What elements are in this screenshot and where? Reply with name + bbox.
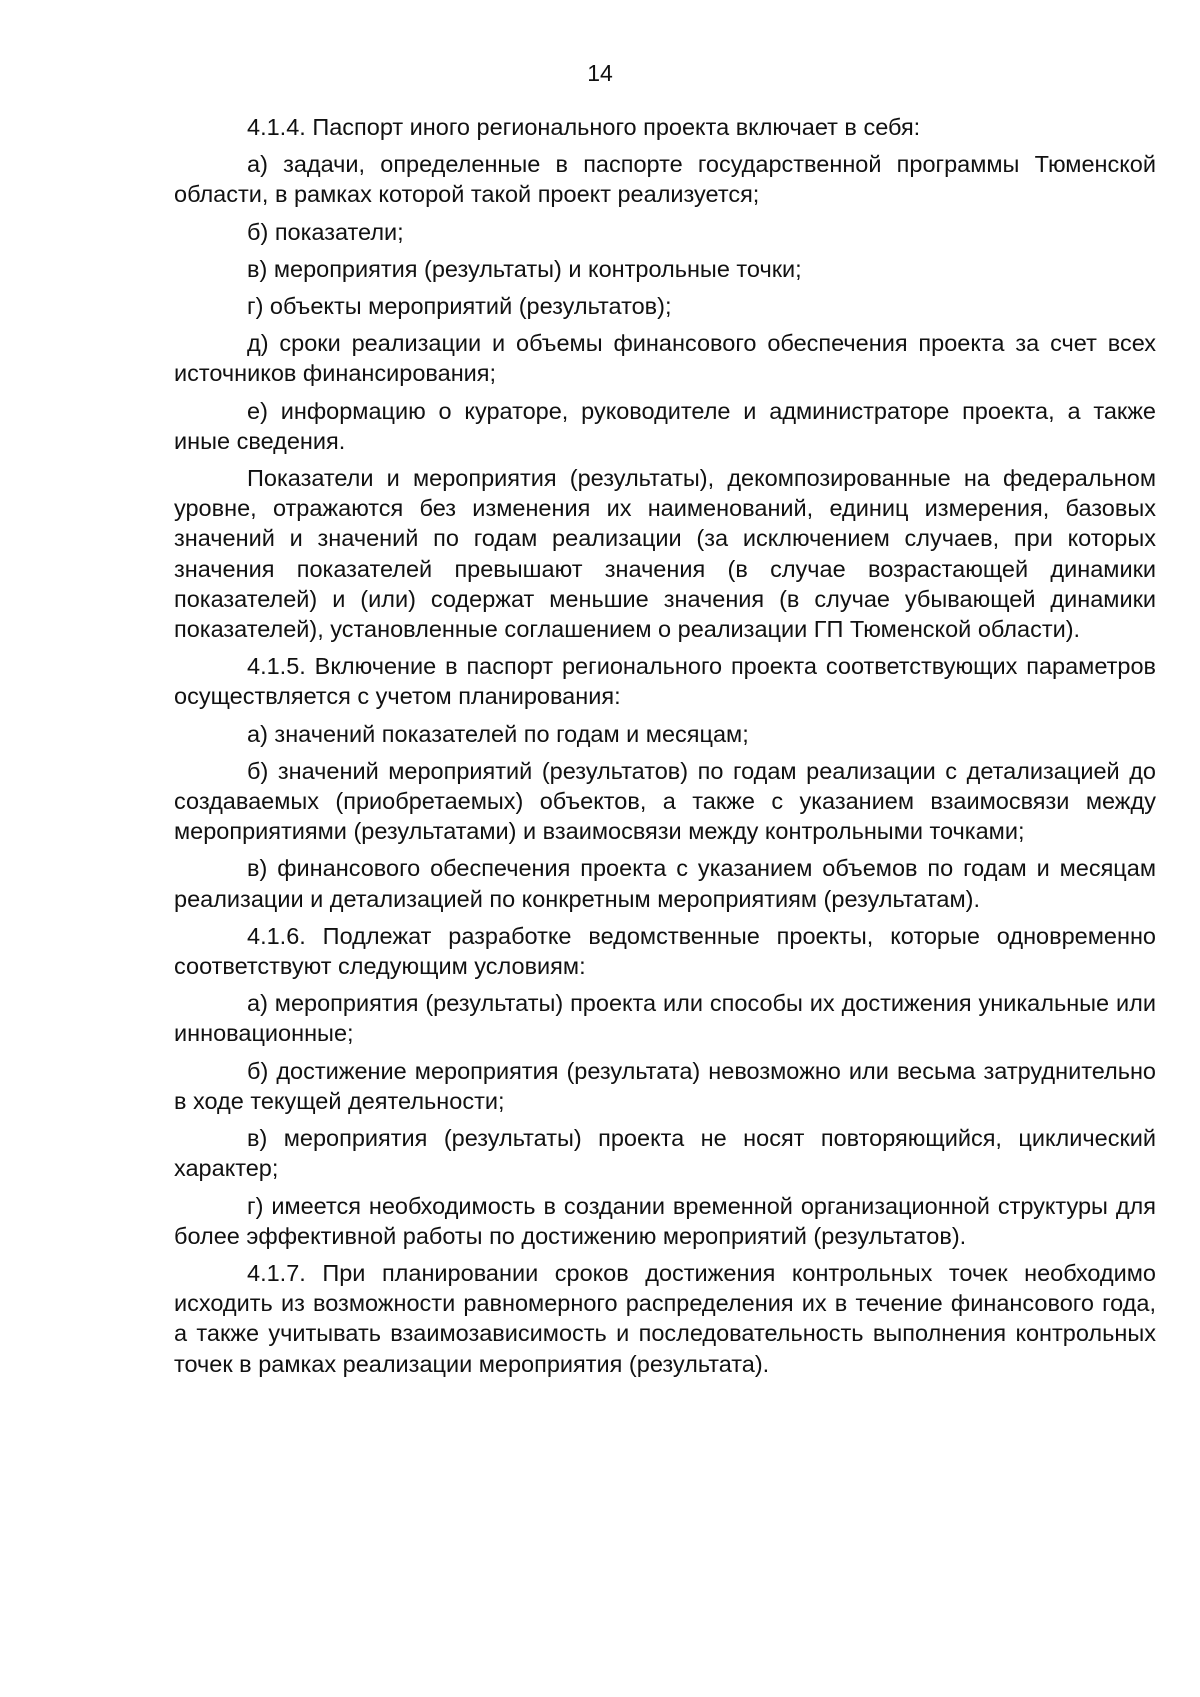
list-item-g-objects: г) объекты мероприятий (результатов); xyxy=(247,293,672,320)
list-item-b-indicators: б) показатели; xyxy=(247,218,404,245)
page-number: 14 xyxy=(587,60,613,86)
paragraph-4-1-6: 4.1.6. Подлежат разработке ведомственные проекты, которые одновременно соответствуют следующим условиям: xyxy=(174,922,1156,980)
list-item-d-terms: д) сроки реализации и объемы финансового обеспечения проекта за счет всех источников финансирования; xyxy=(174,330,1156,387)
list-item-v-non-recurring: в) мероприятия (результаты) проекта не носят повторяющийся, циклический характер; xyxy=(174,1125,1156,1182)
document-body xyxy=(174,112,1156,1386)
paragraph-4-1-5: 4.1.5. Включение в паспорт регионального проекта соответствующих параметров осуществляется с учетом планирования: xyxy=(174,653,1156,710)
paragraph-4-1-4: 4.1.4. Паспорт иного регионального проекта включает в себя: xyxy=(247,114,921,140)
paragraph-4-1-7: 4.1.7. При планировании сроков достижения контрольных точек необходимо исходить из возможности равномерного распределения их в течение финансового года, а также учитывать взаимозависимость и последовательность выполнения контрольных точек в рамках реализации мероприятия (результата). xyxy=(174,1259,1156,1377)
list-item-a-tasks: а) задачи, определенные в паспорте государственной программы Тюменской области, в рамках которой такой проект реализуется; xyxy=(174,151,1156,208)
list-item-a-unique: а) мероприятия (результаты) проекта или способы их достижения уникальные или инновационные; xyxy=(174,990,1156,1047)
list-item-a-indicator-values: а) значений показателей по годам и месяцам; xyxy=(247,720,749,747)
list-item-b-difficult: б) достижение мероприятия (результата) невозможно или весьма затруднительно в ходе текущей деятельности; xyxy=(174,1057,1156,1114)
list-item-v-financing: в) финансового обеспечения проекта с указанием объемов по годам и месяцам реализации и детализацией по конкретным мероприятиям (результатам). xyxy=(174,855,1156,912)
list-item-b-measure-values: б) значений мероприятий (результатов) по годам реализации с детализацией до создаваемых (приобретаемых) объектов, а также с указанием взаимосвязи между мероприятиями (результатами) и взаимосвязи между контрольными точками; xyxy=(174,757,1156,845)
paragraph-indicators-federal: Показатели и мероприятия (результаты), декомпозированные на федеральном уровне, отражаются без изменения их наименований, единиц измерения, базовых значений и значений по годам реализации (за исключением случаев, при которых значения показателей превышают значения (в случае возрастающей динамики показателей) и (или) содержат меньшие значения (в случае убывающей динамики показателей), установленные соглашением о реализации ГП Тюменской области). xyxy=(174,465,1156,643)
list-item-g-temporary-structure: г) имеется необходимость в создании временной организационной структуры для более эффективной работы по достижению мероприятий (результатов). xyxy=(174,1192,1156,1249)
list-item-e-curator-info: е) информацию о кураторе, руководителе и администраторе проекта, а также иные сведения. xyxy=(174,397,1156,454)
list-item-v-measures: в) мероприятия (результаты) и контрольные точки; xyxy=(247,255,802,282)
